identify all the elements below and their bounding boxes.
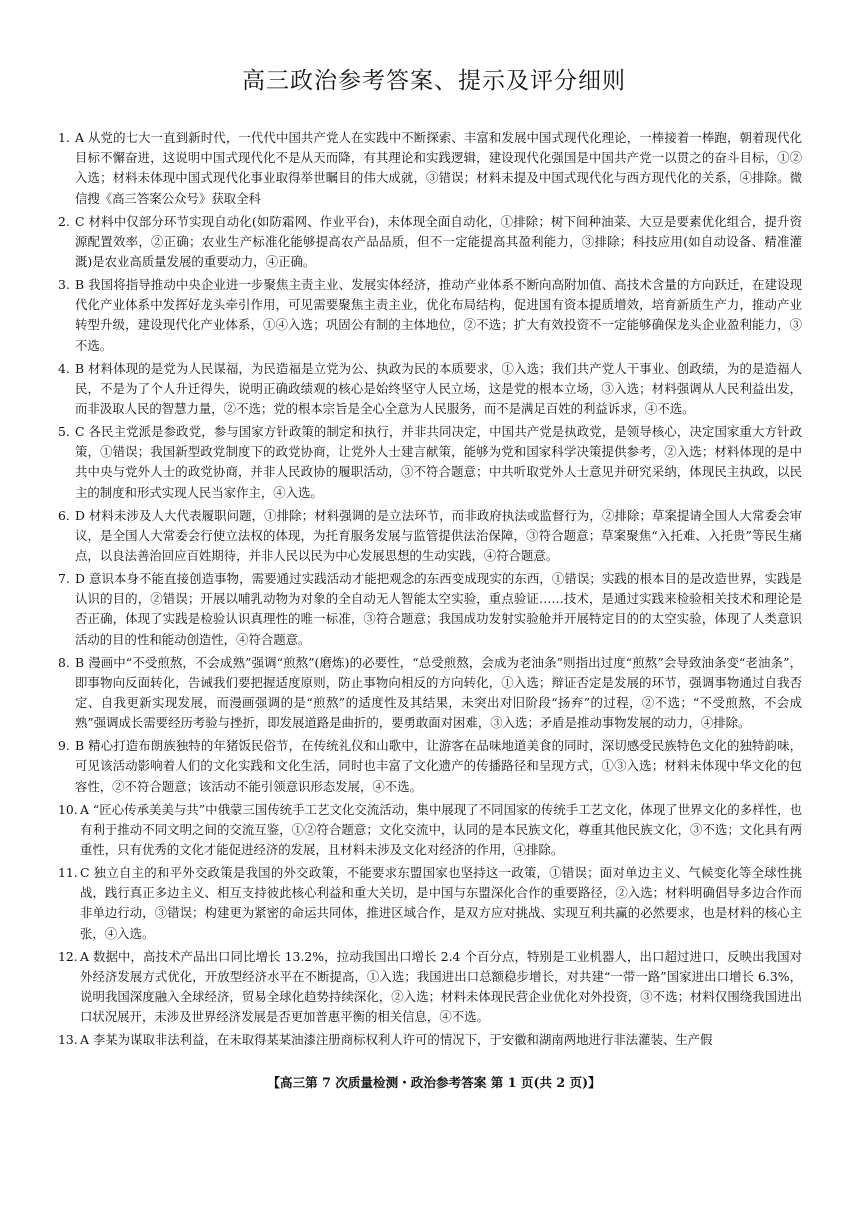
answer-text: B 精心打造布朗族独特的年猪饭民俗节，在传统礼仪和山歌中，让游客在品味地道美食的同时，深切感受民族特色文化的独特韵味，可见该活动影响着人们的文化实践和文化生活，同时也丰富了文化遗产的传播路径和呈现方式，①③入选；材料未体现中华文化的包容性，②不符合题意；该活动不能引领意识形态发展，④不选。: [75, 738, 802, 794]
answer-item: [58, 506, 802, 567]
answer-number: 7.: [58, 571, 70, 587]
answer-item: [58, 653, 802, 734]
answer-list: [58, 128, 802, 1053]
answer-text: B 漫画中“不受煎熬，不会成熟”强调“煎熬”(磨炼)的必要性，“总受煎熬，会成为老油条”则指出过度“煎熬”会导致油条变“老油条”，即事物向反面转化，告诫我们要把握适度原则，防止事物向相反的方向转化，①入选；辩证否定是发展的环节，强调事物通过自我否定、自我更新实现发展，而漫画强调的是“煎熬”的适度性及其结果，未突出对旧阶段“扬弃”的过程，②不选；“不受煎熬，不会成熟”强调成长需要经历考验与挫折，即发展道路是曲折的，要勇敢面对困难，③入选；矛盾是推动事物发展的动力，④排除。: [75, 654, 802, 731]
answer-number: 12.: [58, 948, 78, 964]
answer-item: [58, 736, 802, 797]
answer-number: 9.: [58, 738, 70, 754]
answer-text: A 数据中，高技术产品出口同比增长 13.2%，拉动我国出口增长 2.4 个百分点，特别是工业机器人，出口超过进口，反映出我国对外经济发展方式优化，开放型经济水平在不断提高，①入选；我国进出口总额稳步增长，对共建“一带一路”国家进出口增长 6.3%，说明我国深度融入全球经济，贸易全球化趋势持续深化，②入选；材料未体现民营企业优化对外投资，③不选；材料仅围绕我国进出口状况展开，未涉及世界经济发展是否更加普惠平衡的相关信息，④不选。: [80, 948, 802, 1025]
answer-item: [58, 947, 802, 1028]
answer-item: [58, 275, 802, 356]
answer-number: 13.: [58, 1032, 78, 1048]
answer-item: [58, 863, 802, 944]
answer-item: [58, 800, 802, 861]
answer-text: B 我国将指导推动中央企业进一步聚焦主责主业、发展实体经济，推动产业体系不断向高附加值、高技术含量的方向跃迁，在建设现代化产业体系中发挥好龙头牵引作用，可见需要聚焦主责主业，优化布局结构，促进国有资本提质增效，培育新质生产力，推动产业转型升级，建设现代化产业体系，①④入选；巩固公有制的主体地位，②不选；扩大有效投资不一定能够确保龙头企业盈利能力，③不选。: [75, 277, 802, 353]
answer-text: C 独立自主的和平外交政策是我国的外交政策，不能要求东盟国家也坚持这一政策，①错误；面对单边主义、气候变化等全球性挑战，践行真正多边主义、相互支持彼此核心利益和重大关切，是中国与东盟深化合作的重要路径，②入选；材料明确倡导多边合作而非单边行动，③错误；构建更为紧密的命运共同体，推进区域合作，是双方应对挑战、实现互利共赢的必然要求，也是材料的核心主张，④入选。: [80, 865, 802, 941]
answer-number: 4.: [58, 360, 70, 376]
answer-item: [58, 212, 802, 273]
answer-item: [58, 128, 802, 209]
answer-item: [58, 359, 802, 420]
page-title: 高三政治参考答案、提示及评分细则: [242, 68, 626, 94]
answer-text: A “匠心传承美美与共”中俄蒙三国传统手工艺文化交流活动，集中展现了不同国家的传统手工艺文化，体现了世界文化的多样性，也有利于推动不同文明之间的交流互鉴，①②符合题意；文化交流中，认同的是本民族文化，尊重其他民族文化，③不选；文化具有两重性，只有优秀的文化才能促进经济的发展，且材料未涉及文化对经济的作用，④排除。: [80, 801, 802, 858]
answer-number: 11.: [58, 865, 78, 881]
answer-text: D 材料未涉及人大代表履职问题，①排除；材料强调的是立法环节，而非政府执法或监督行为，②排除；草案提请全国人大常委会审议，是全国人大常委会行使立法权的体现，为托育服务发展与监管提供法治保障，③符合题意；草案聚焦“入托难、入托贵”等民生痛点，以良法善治回应百姓期待，并非人民以民为中心发展思想的生动实践，④符合题意。: [75, 507, 802, 564]
answer-text: B 材料体现的是党为人民谋福，为民造福是立党为公、执政为民的本质要求，①入选；我们共产党人干事业、创政绩，为的是造福人民，不是为了个人升迁得失，说明正确政绩观的核心是始终坚守人民立场，这是党的根本立场，③入选；材料强调从人民利益出发，而非汲取人民的智慧力量，②不选；党的根本宗旨是全心全意为人民服务，而不是满足百姓的利益诉求，④不选。: [75, 360, 802, 417]
answer-text: D 意识本身不能直接创造事物，需要通过实践活动才能把观念的东西变成现实的东西，①错误；实践的根本目的是改造世界，实践是认识的目的，②错误；开展以哺乳动物为对象的全自动无人智能太空实验，重点验证……技术，是通过实践来检验相关技术和理论是否正确，体现了实践是检验认识真理性的唯一标准，③符合题意；我国成功发射实验舱并开展特定目的的太空实验，体现了人类意识活动的目的性和能动创造性，④符合题意。: [75, 571, 802, 647]
answer-text: C 各民主党派是参政党，参与国家方针政策的制定和执行，并非共同决定，中国共产党是执政党，是领导核心，决定国家重大方针政策，①错误；我国新型政党制度下的政党协商，让党外人士建言献策，能够为党和国家科学决策提供参考，②入选；材料体现的是中共中央与党外人士的政党协商，并非人民政协的履职活动，③不符合题意；中共听取党外人士意见并研究采纳，体现民主执政，以民主的制度和形式实现人民当家作主，④入选。: [75, 424, 802, 500]
answer-item: [58, 422, 802, 503]
answer-text: C 材料中仅部分环节实现自动化(如防霜网、作业平台)，未体现全面自动化，①排除；树下间种油菜、大豆是要素优化组合，提升资源配置效率，②正确；农业生产标准化能够提高农产品品质，但不一定能提高其盈利能力，③排除；科技应用(如自动设备、精准灌溉)是农业高质量发展的重要动力，④正确。: [75, 213, 802, 270]
answer-item: [58, 1030, 802, 1050]
answer-number: 6.: [58, 507, 70, 523]
answer-number: 2.: [58, 213, 70, 229]
answer-number: 8.: [58, 654, 70, 670]
answer-item: [58, 569, 802, 650]
page-footer: 【高三第 7 次质量检测・政治参考答案 第 1 页(共 2 页)】: [267, 1075, 601, 1090]
answer-number: 3.: [58, 277, 70, 293]
answer-number: 1.: [58, 130, 70, 145]
answer-number: 10.: [58, 801, 78, 817]
answer-text: A 从党的七大一直到新时代，一代代中国共产党人在实践中不断探索、丰富和发展中国式现代化理论，一棒接着一棒跑，朝着现代化目标不懈奋进，这说明中国式现代化不是从天而降，有其理论和实践逻辑，建设现代化强国是中国共产党一以贯之的奋斗目标，①②入选；材料未体现中国式现代化事业取得举世瞩目的伟大成就，③错误；材料未提及中国式现代化与西方现代化的关系，④排除。微信搜《高三答案公众号》获取全科: [75, 130, 802, 206]
answer-text: A 李某为谋取非法利益，在未取得某某油漆注册商标权利人许可的情况下，于安徽和湖南两地进行非法灌装、生产假: [80, 1032, 713, 1048]
answer-number: 5.: [58, 424, 70, 440]
